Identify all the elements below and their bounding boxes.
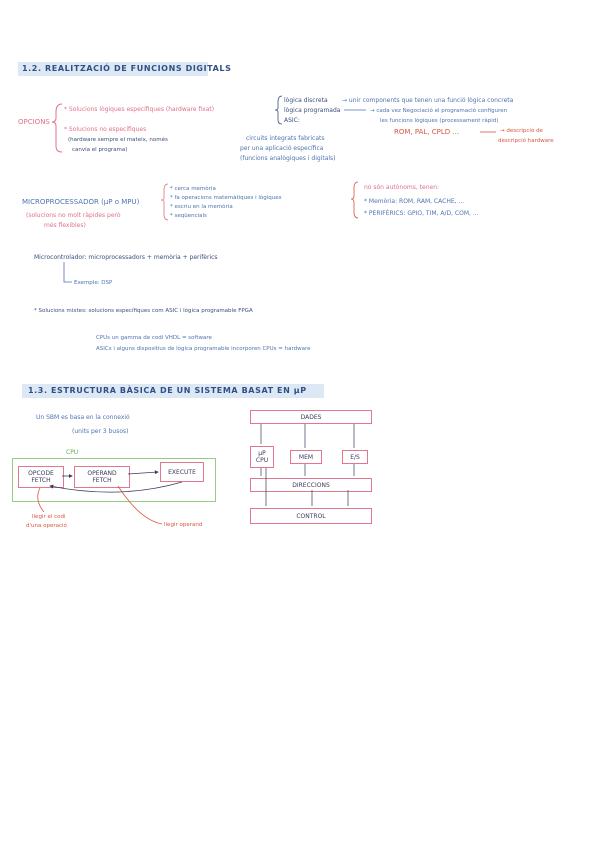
option-note-line1: (hardware sempre el mateix, només bbox=[68, 137, 168, 143]
microprocessador-note1: (solucions no molt ràpides però bbox=[26, 212, 121, 219]
execute-label: EXECUTE bbox=[168, 468, 196, 476]
opcode-line2: FETCH bbox=[31, 477, 51, 484]
option-note-line2: canvia el programa) bbox=[72, 147, 128, 153]
solucions-mixtes: * Solucions mixtes: solucions específiques com ASIC i lògica programable FPGA bbox=[34, 308, 253, 314]
right-note3: * PERIFÈRICS: GPIO, TIM, A/D, COM, ... bbox=[364, 210, 479, 217]
logica-programada: lògica programada bbox=[284, 107, 341, 114]
mem-types-note2: descripció hardware bbox=[498, 138, 554, 144]
section-title: 1.2. REALITZACIÓ DE FUNCIONS DIGITALS bbox=[22, 64, 232, 73]
mem-label: MEM bbox=[298, 453, 314, 461]
micro-bullet2: * fa operacions matemàtiques i lògiques bbox=[170, 195, 282, 201]
logica-programada-desc1: → cada vez Negociació el programació configuren bbox=[370, 108, 508, 114]
control-label: CONTROL bbox=[296, 512, 326, 520]
direccions-label: DIRECCIONS bbox=[292, 481, 330, 489]
asic-desc3: (funcions analògiques i digitals) bbox=[240, 155, 336, 162]
asic-label: ASIC: bbox=[284, 117, 300, 124]
microprocessador-note2: més flexibles) bbox=[44, 222, 86, 229]
logica-discreta: lògica discreta bbox=[284, 97, 328, 104]
mem-types-note1: → descripció de bbox=[500, 128, 543, 134]
dades-label: DADES bbox=[300, 413, 322, 421]
cpus-line1: CPUs un gamma de codi VHDL = software bbox=[96, 335, 212, 341]
asic-desc2: per una aplicació específica bbox=[240, 145, 324, 152]
right-note1: no són autònoms, tenen: bbox=[364, 184, 440, 191]
option-specific: * Solucions lògiques específiques (hardware fixat) bbox=[64, 106, 215, 113]
cpus-line2: ASICs i alguns dispositius de lògica programable incorporen CPUs = hardware bbox=[96, 346, 311, 352]
opcions-label: OPCIONS bbox=[18, 118, 50, 126]
intro-line2: (units per 3 busos) bbox=[72, 428, 129, 435]
note-opcode1: llegir el codi bbox=[32, 514, 66, 520]
opcode-line1: OPCODE bbox=[28, 470, 54, 477]
up-label: µP bbox=[258, 450, 266, 457]
intro-line1: Un SBM es basa en la connexió bbox=[36, 414, 130, 421]
operand-line1: OPERAND bbox=[87, 470, 117, 477]
right-note2: * Memòria: ROM, RAM, CACHE, ... bbox=[364, 198, 465, 205]
cpu-label: CPU bbox=[66, 449, 79, 456]
micro-bullet3: * escriu en la memòria bbox=[170, 204, 233, 210]
operand-line2: FETCH bbox=[92, 477, 112, 484]
cpu-box-label: CPU bbox=[255, 457, 269, 464]
mem-types: ROM, PAL, CPLD ... bbox=[394, 128, 460, 136]
logica-discreta-desc: → unir components que tenen una funció lògica concreta bbox=[342, 97, 514, 104]
micro-bullet4: * seqüencials bbox=[170, 213, 207, 219]
microcontrolador-line: Microcontrolador: microprocessadors + memòria + perifèrics bbox=[34, 254, 218, 261]
micro-bullet1: * cerca memòria bbox=[170, 186, 216, 192]
note-opcode2: d'una operació bbox=[26, 523, 67, 529]
option-non-specific: * Solucions no específiques bbox=[64, 126, 147, 133]
es-label: E/S bbox=[350, 453, 360, 461]
logica-programada-desc2: les funcions lògiques (processament ràpid) bbox=[380, 118, 499, 124]
microprocessador-label: MICROPROCESSADOR (µP o MPU) bbox=[22, 198, 140, 206]
note-operand: llegir operand bbox=[164, 522, 203, 528]
exemple-dsp: Exemple: DSP bbox=[74, 280, 113, 286]
asic-desc1: circuits integrats fabricats bbox=[246, 135, 325, 142]
section2-title: 1.3. ESTRUCTURA BÀSICA DE UN SISTEMA BASAT EN µP bbox=[28, 386, 307, 395]
